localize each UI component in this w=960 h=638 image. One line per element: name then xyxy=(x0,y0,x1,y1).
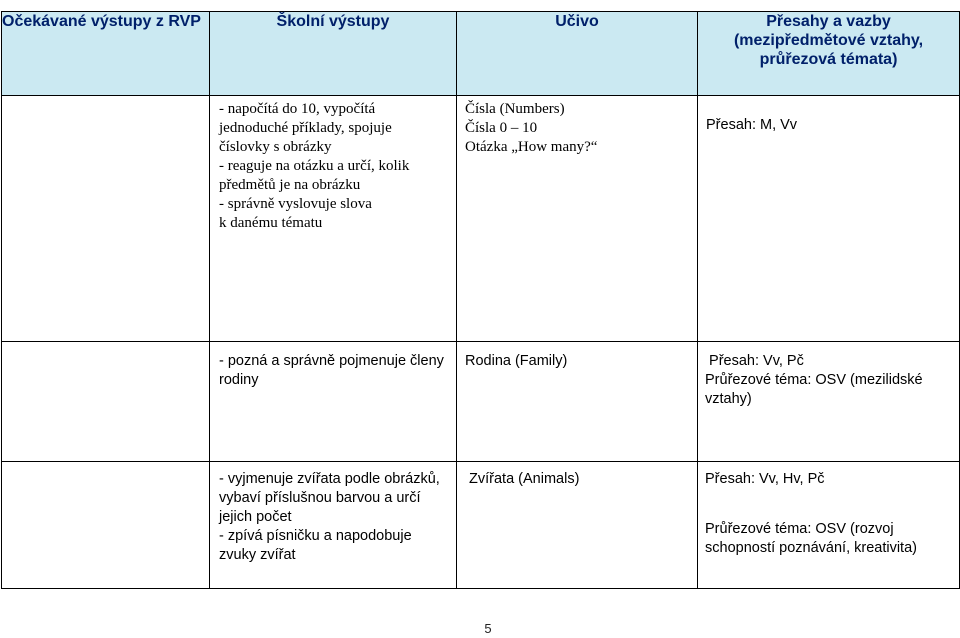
links-cell xyxy=(698,462,960,589)
text-line: Čísla 0 – 10 xyxy=(465,120,538,136)
text-line: Zvířata (Animals) xyxy=(465,471,580,487)
content-cell xyxy=(457,342,698,462)
text-line: Otázka „How many?“ xyxy=(465,139,598,155)
text-line: Přesah: M, Vv xyxy=(706,117,798,133)
links-cell xyxy=(698,96,960,342)
text-line: - vyjmenuje zvířata podle obrázků, xyxy=(219,471,440,487)
header-row xyxy=(2,12,960,96)
table-row xyxy=(2,96,960,342)
text-line: - zpívá písničku a napodobuje xyxy=(219,528,412,544)
table-row xyxy=(2,462,960,589)
text-line: vztahy) xyxy=(705,391,752,407)
blank-line xyxy=(705,489,959,520)
page-number: 5 xyxy=(484,621,492,636)
school-outcome-cell xyxy=(210,462,457,589)
text-line: Přesah: Vv, Hv, Pč xyxy=(705,471,825,487)
text-line: Přesah: Vv, Pč xyxy=(705,353,804,369)
text-line: Průřezové téma: OSV (mezilidské xyxy=(705,372,923,388)
school-outcome-cell xyxy=(210,342,457,462)
text-line: číslovky s obrázky xyxy=(219,139,332,155)
expected-outcome-cell xyxy=(2,342,210,462)
expected-outcome-cell xyxy=(2,462,210,589)
text-line: Rodina (Family) xyxy=(465,353,568,369)
text-line: zvuky zvířat xyxy=(219,547,296,563)
curriculum-table xyxy=(1,11,960,589)
text-line: Čísla (Numbers) xyxy=(465,101,565,117)
school-outcome-cell xyxy=(210,96,457,342)
header-school-outcomes: Školní výstupy xyxy=(210,12,457,96)
text-line: - reaguje na otázku a určí, kolik xyxy=(219,158,410,174)
text-line: jejich počet xyxy=(219,509,292,525)
text-line: vybaví příslušnou barvou a určí xyxy=(219,490,421,506)
content-cell xyxy=(457,462,698,589)
text-line: Průřezové téma: OSV (rozvoj xyxy=(705,521,894,537)
text-line: jednoduché příklady, spojuje xyxy=(219,120,392,136)
content-cell xyxy=(457,96,698,342)
text-line: k danému tématu xyxy=(219,215,323,231)
text-line: - pozná a správně pojmenuje členy xyxy=(219,353,444,369)
text-line: rodiny xyxy=(219,372,259,388)
links-cell xyxy=(698,342,960,462)
header-links: Přesahy a vazby (mezipředmětové vztahy, průřezová témata) xyxy=(698,12,960,96)
table-row xyxy=(2,342,960,462)
text-line: - napočítá do 10, vypočítá xyxy=(219,101,376,117)
text-line: předmětů je na obrázku xyxy=(219,177,361,193)
text-line: - správně vyslovuje slova xyxy=(219,196,372,212)
header-expected-outcomes: Očekávané výstupy z RVP xyxy=(2,12,210,96)
text-line: schopností poznávání, kreativita) xyxy=(705,540,917,556)
header-content: Učivo xyxy=(457,12,698,96)
expected-outcome-cell xyxy=(2,96,210,342)
